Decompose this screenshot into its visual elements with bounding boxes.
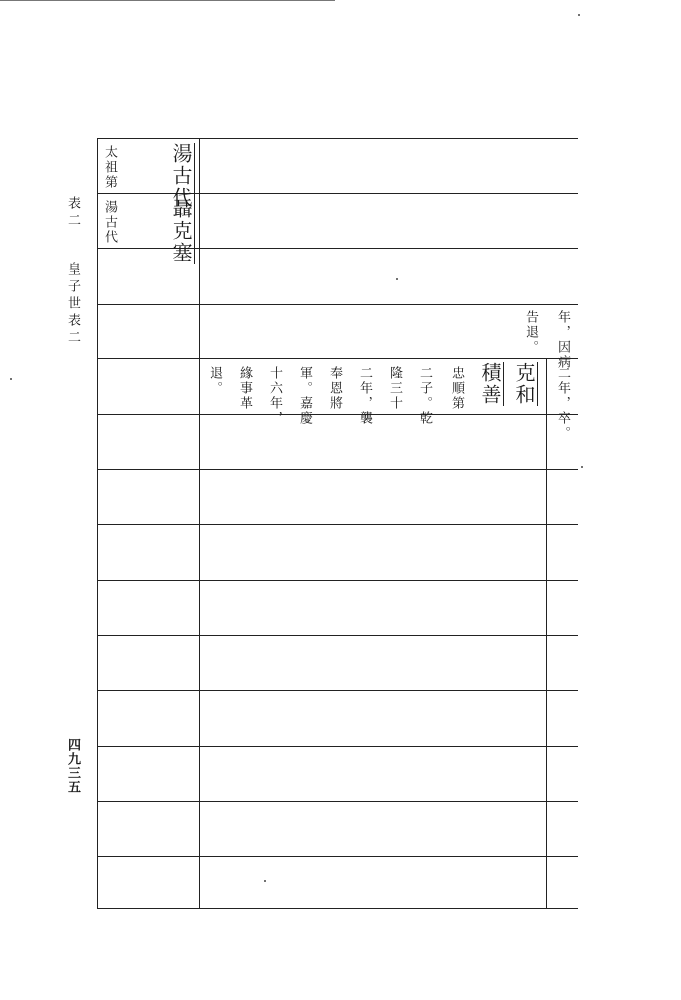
row5-name2 — [480, 362, 500, 406]
row5-detail-1: 忠順第 — [449, 366, 464, 411]
row5-name2-text: 積善 — [478, 362, 502, 406]
row-line-14 — [97, 856, 578, 857]
row5-detail-7: 十六年， — [267, 366, 282, 426]
row2-name — [171, 198, 191, 264]
row4-text-col2: 告退。 — [523, 310, 538, 355]
scan-speck — [581, 466, 583, 468]
row4-text-col1: 年，因病 — [555, 310, 570, 370]
row-line-12 — [97, 746, 578, 747]
table-right-column-divider — [546, 358, 547, 908]
scan-speck — [264, 880, 266, 882]
scan-speck — [10, 378, 12, 380]
table-left-border — [97, 138, 98, 908]
row-line-5 — [97, 358, 578, 359]
row5-detail-4: 二年，襲 — [357, 366, 372, 426]
row5-detail-6: 軍。嘉慶 — [297, 366, 312, 426]
row-line-11 — [97, 690, 578, 691]
row-line-7 — [97, 469, 578, 470]
row5-detail-3: 隆三十 — [387, 366, 402, 411]
row-line-15 — [97, 908, 578, 909]
top-edge-rule — [0, 0, 335, 1]
row-line-6 — [97, 414, 578, 415]
row-line-1 — [97, 138, 578, 139]
row5-detail-2: 二子。乾 — [417, 366, 432, 426]
row-line-4 — [97, 304, 578, 305]
row-line-8 — [97, 524, 578, 525]
margin-table-label: 表二 — [65, 196, 80, 230]
row2-name-text: 聶克塞 — [169, 198, 193, 264]
row-line-10 — [97, 635, 578, 636]
scan-speck — [578, 14, 580, 16]
row5-name — [514, 362, 534, 406]
table-column-divider — [199, 138, 200, 908]
row5-detail-5: 奉恩將 — [327, 366, 342, 411]
row5-text-col1: 二年，卒。 — [555, 366, 570, 441]
row5-detail-8: 緣事革 — [237, 366, 252, 411]
row5-name-text: 克和 — [512, 362, 536, 406]
scan-speck — [396, 278, 398, 280]
row2-relation: 湯古代 — [102, 200, 117, 245]
row-line-9 — [97, 580, 578, 581]
page-number: 四九三五 — [65, 738, 80, 794]
row-line-13 — [97, 801, 578, 802]
row5-detail-9: 退。 — [207, 366, 222, 396]
row1-relation: 太祖第 — [102, 145, 117, 190]
margin-series-label: 皇子世表二 — [65, 262, 80, 347]
row1-name-text: 湯古代 — [169, 143, 193, 209]
